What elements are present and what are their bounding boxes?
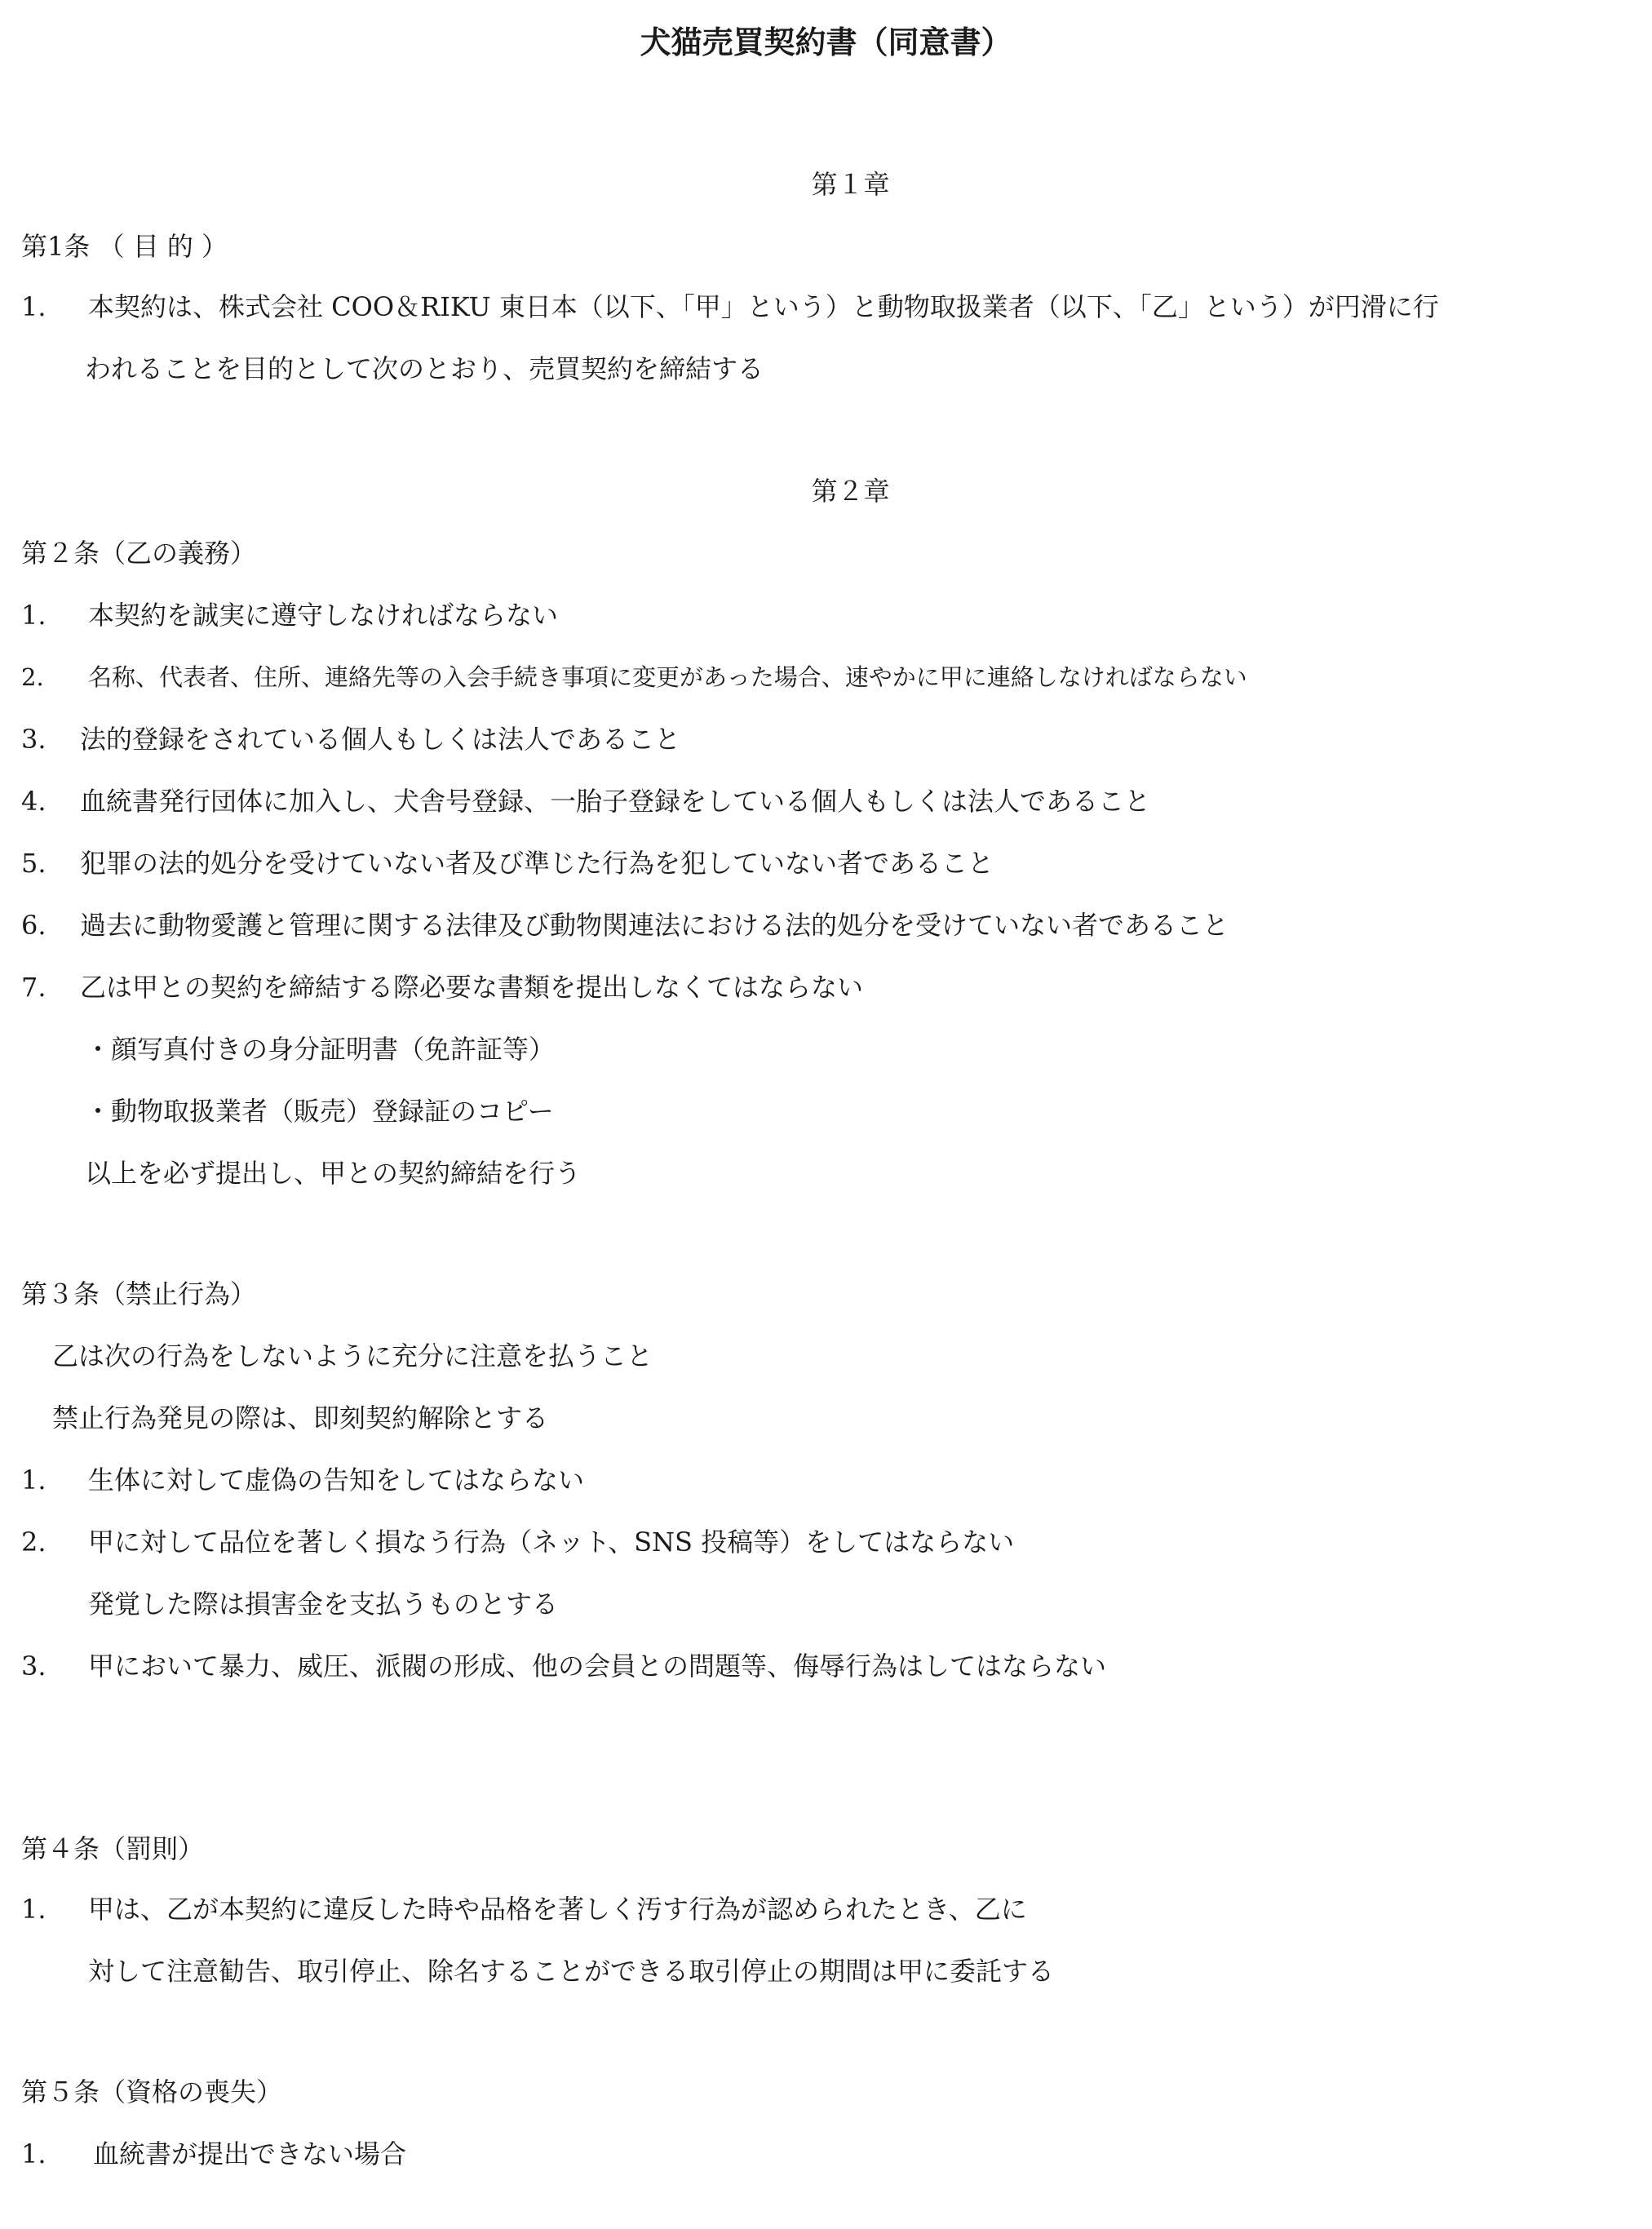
item-text: 甲に対して品位を著しく損なう行為（ネット、SNS 投稿等）をしてはならない: [88, 1527, 1015, 1558]
item-text: 血統書が提出できない場合: [93, 2138, 407, 2169]
article-3-heading: 第３条（禁止行為）: [21, 1278, 257, 1309]
item-number: 4.: [21, 786, 47, 817]
item-number: 3.: [21, 1651, 47, 1682]
article-4-item-1-line-2: 対して注意勧告、取引停止、除名することができる取引停止の期間は甲に委託する: [88, 1956, 1055, 1987]
item-text: 名称、代表者、住所、連絡先等の入会手続き事項に変更があった場合、速やかに甲に連絡しなければならない: [88, 663, 1247, 691]
article-2-heading: 第２条（乙の義務）: [21, 538, 257, 569]
item-text: 血統書発行団体に加入し、犬舎号登録、一胎子登録をしている個人もしくは法人であること: [80, 786, 1151, 817]
article-2-item-1: [21, 599, 558, 631]
article-2-closing: 以上を必ず提出し、甲との契約締結を行う: [85, 1158, 582, 1189]
item-text: 乙は甲との契約を締結する際必要な書類を提出しなくてはならない: [80, 972, 864, 1003]
article-2-item-4: [21, 785, 1150, 818]
item-number: 2.: [21, 663, 44, 691]
article-3-item-3: [21, 1650, 1106, 1682]
article-2-item-6: [21, 909, 1229, 942]
chapter-1-heading: 第１章: [811, 169, 890, 200]
article-2-item-5: [21, 847, 994, 880]
item-text: 法的登録をされている個人もしくは法人であること: [80, 724, 681, 755]
article-3-item-1: [21, 1464, 584, 1496]
required-document-2: ・動物取扱業者（販売）登録証のコピー: [85, 1096, 554, 1127]
item-text: 生体に対して虚偽の告知をしてはならない: [88, 1465, 585, 1496]
article-1-heading: 第1条 （ 目 的 ）: [21, 231, 228, 262]
article-5-heading: 第５条（資格の喪失）: [21, 2076, 283, 2107]
item-number: 1.: [21, 1894, 47, 1925]
item-number: 1.: [21, 2138, 47, 2169]
article-5-item-1: [21, 2138, 406, 2170]
article-3-item-2: [21, 1526, 1014, 1558]
article-3-intro-1: 乙は次の行為をしないように充分に注意を払うこと: [52, 1341, 653, 1372]
item-number: 1.: [21, 600, 47, 631]
article-2-item-7: [21, 971, 863, 1004]
document-title: 犬猫売買契約書（同意書）: [640, 24, 1012, 60]
article-3-intro-2: 禁止行為発見の際は、即刻契約解除とする: [52, 1403, 549, 1434]
article-2-item-3: [21, 723, 680, 756]
article-1-item-1-line-1: [21, 290, 1439, 323]
required-document-1: ・顔写真付きの身分証明書（免許証等）: [85, 1034, 556, 1065]
item-number: 2.: [21, 1527, 47, 1558]
item-text: 本契約を誠実に遵守しなければならない: [88, 600, 559, 631]
item-text: 甲は、乙が本契約に違反した時や品格を著しく汚す行為が認められたとき、乙に: [88, 1894, 1027, 1925]
item-text: 甲において暴力、威圧、派閥の形成、他の会員との問題等、侮辱行為はしてはならない: [88, 1651, 1107, 1682]
article-4-heading: 第４条（罰則）: [21, 1833, 205, 1864]
article-1-item-1-line-2: われることを目的として次のとおり、売買契約を締結する: [85, 353, 764, 384]
article-2-item-2: [21, 661, 1247, 694]
item-number: 1.: [21, 291, 47, 322]
item-number: 5.: [21, 848, 47, 879]
item-number: 7.: [21, 972, 47, 1003]
item-text: 犯罪の法的処分を受けていない者及び準じた行為を犯していない者であること: [80, 848, 994, 879]
chapter-2-heading: 第２章: [811, 476, 890, 507]
article-3-item-2-continuation: 発覚した際は損害金を支払うものとする: [88, 1589, 559, 1620]
item-number: 3.: [21, 724, 47, 755]
item-text: 過去に動物愛護と管理に関する法律及び動物関連法における法的処分を受けていない者であること: [80, 910, 1229, 941]
item-text: 本契約は、株式会社 COO＆RIKU 東日本（以下、「甲」という）と動物取扱業者（以下、「乙」という）が円滑に行: [88, 291, 1439, 322]
item-number: 6.: [21, 910, 47, 941]
article-4-item-1-line-1: [21, 1893, 1027, 1925]
item-number: 1.: [21, 1465, 47, 1496]
